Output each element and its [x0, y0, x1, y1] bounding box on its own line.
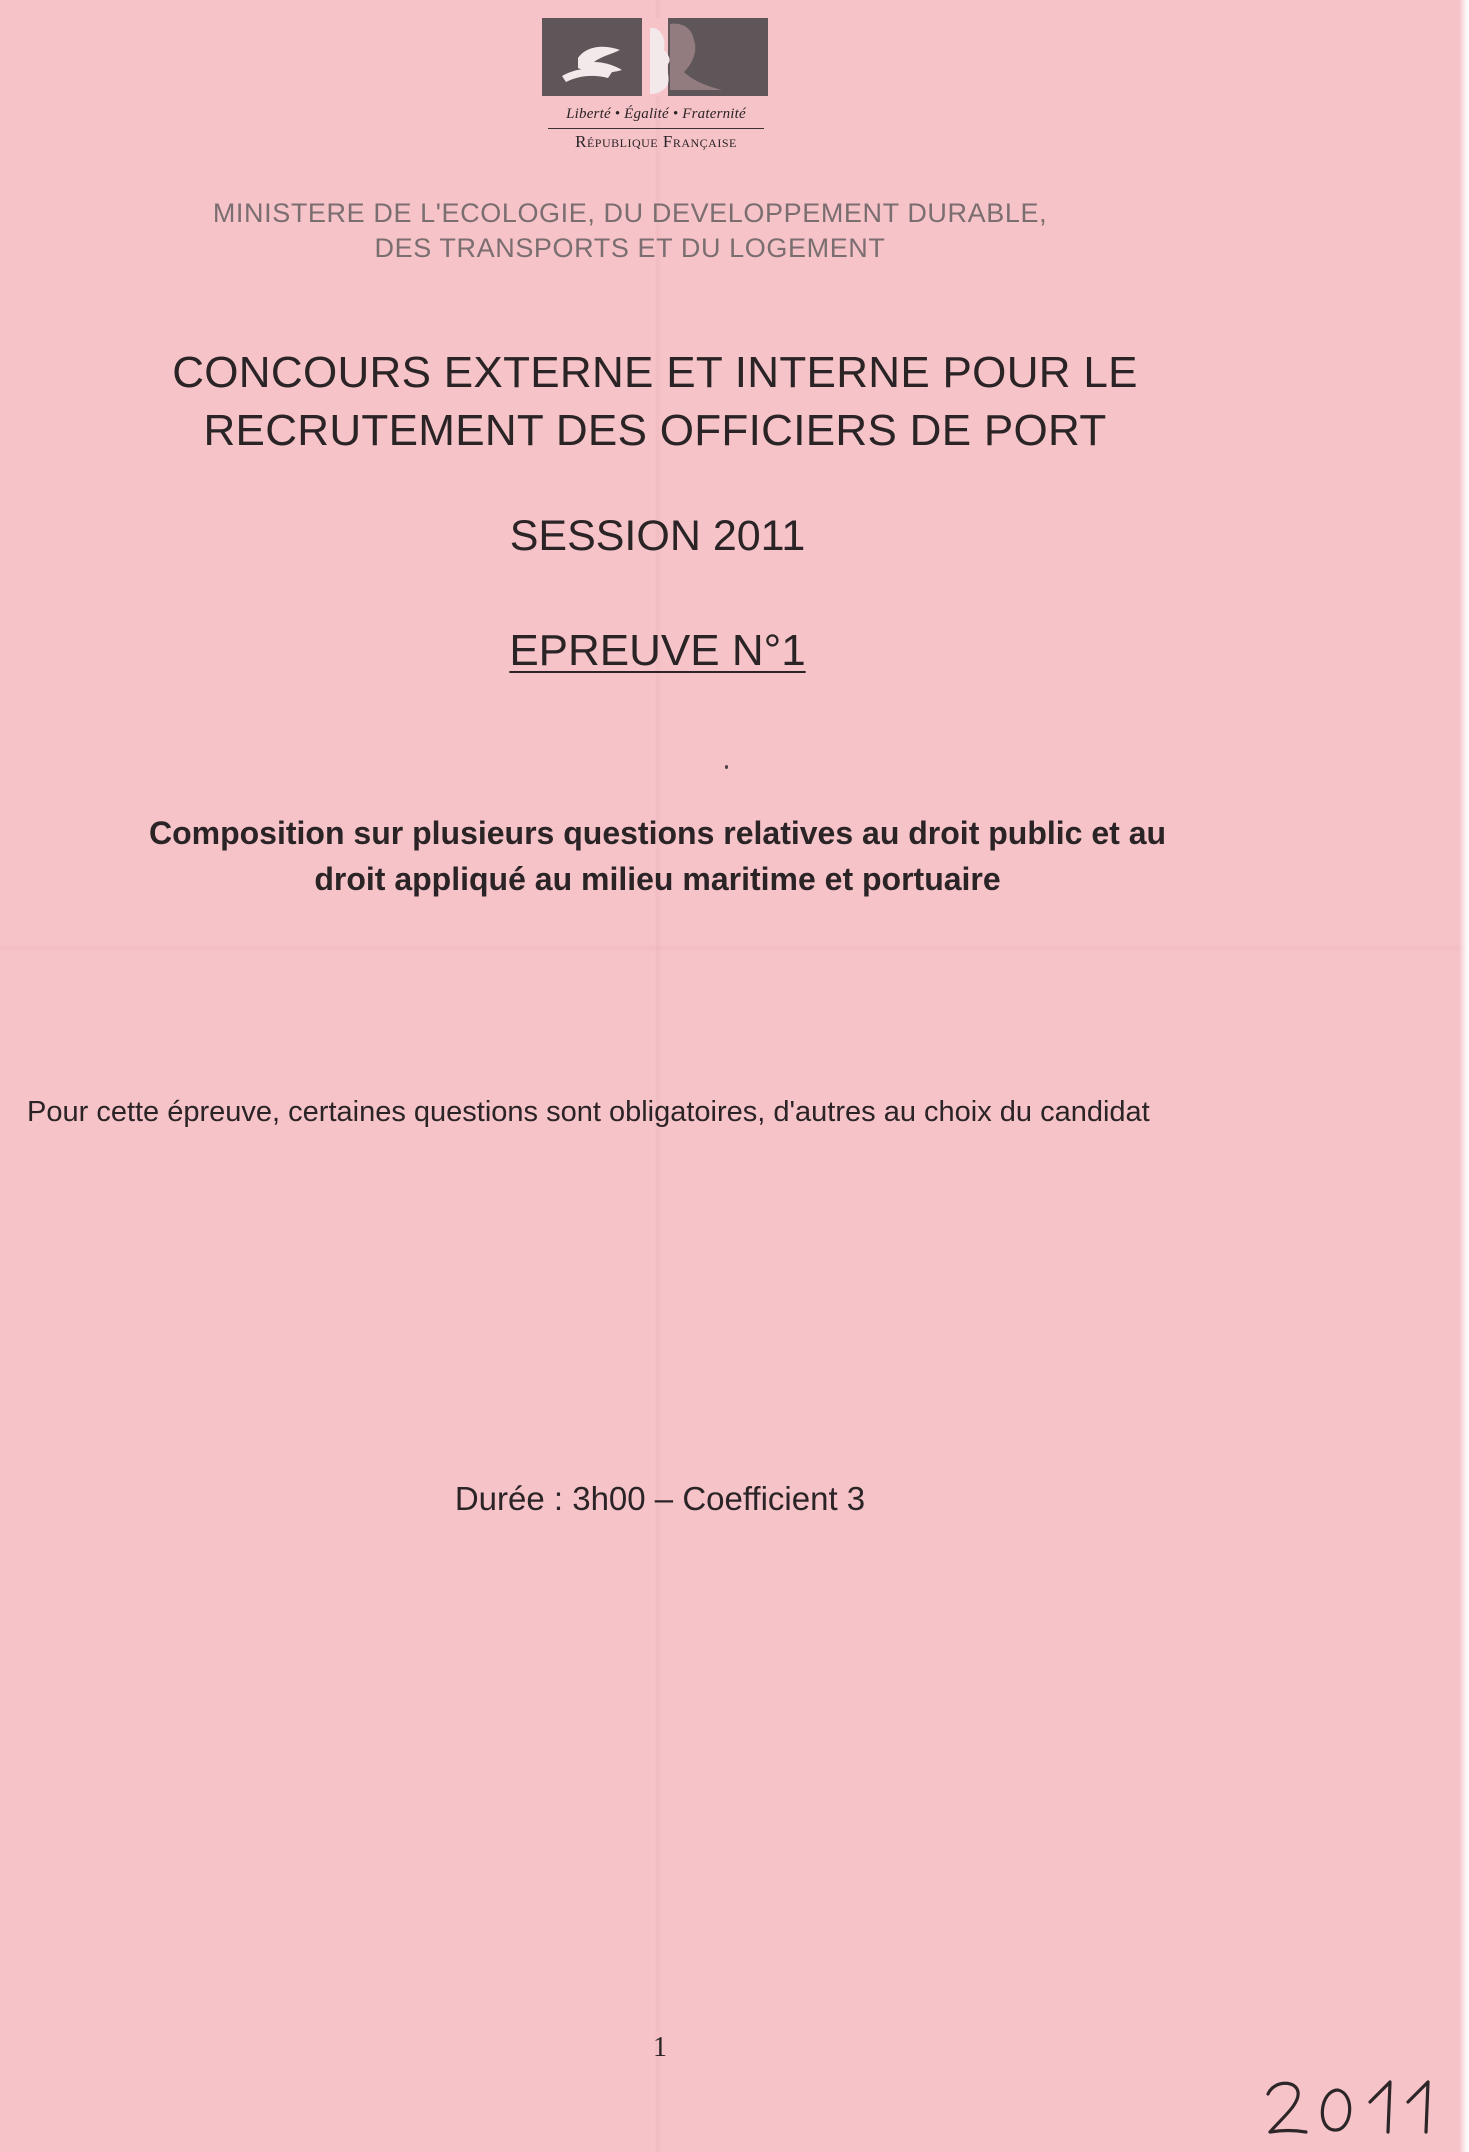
session-heading: SESSION 2011 [509, 512, 806, 560]
republique-francaise-label: République Française [575, 132, 737, 151]
motto-divider [548, 128, 764, 129]
subject-description [20, 810, 1295, 902]
handwritten-year [1262, 2072, 1452, 2142]
marianne-emblem [542, 18, 768, 108]
ministry-line-1: MINISTERE DE L'ECOLOGIE, DU DEVELOPPEMENT DURABLE, [212, 198, 1048, 228]
scan-edge [1459, 0, 1469, 2152]
republique-francaise-logo [540, 18, 772, 158]
duration-coefficient: Durée : 3h00 – Coefficient 3 [454, 1480, 866, 1517]
ministry-line-2: DES TRANSPORTS ET DU LOGEMENT [374, 233, 886, 263]
exam-instruction: Pour cette épreuve, certaines questions sont obligatoires, d'autres au choix du candidat [27, 1096, 1150, 1128]
ministry-name [150, 196, 1110, 266]
exam-title [80, 344, 1230, 460]
subject-line-2: droit appliqué au milieu maritime et portuaire [314, 861, 1001, 897]
exam-title-line-2: RECRUTEMENT DES OFFICIERS DE PORT [203, 406, 1107, 455]
epreuve-heading [400, 626, 915, 676]
exam-title-line-1: CONCOURS EXTERNE ET INTERNE POUR LE [172, 348, 1138, 397]
page-number: 1 [653, 2032, 667, 2063]
epreuve-label: EPREUVE N°1 [509, 626, 806, 675]
paper-speck [725, 765, 728, 769]
republic-motto: Liberté • Égalité • Fraternité [566, 106, 746, 122]
subject-line-1: Composition sur plusieurs questions relatives au droit public et au [148, 815, 1167, 851]
